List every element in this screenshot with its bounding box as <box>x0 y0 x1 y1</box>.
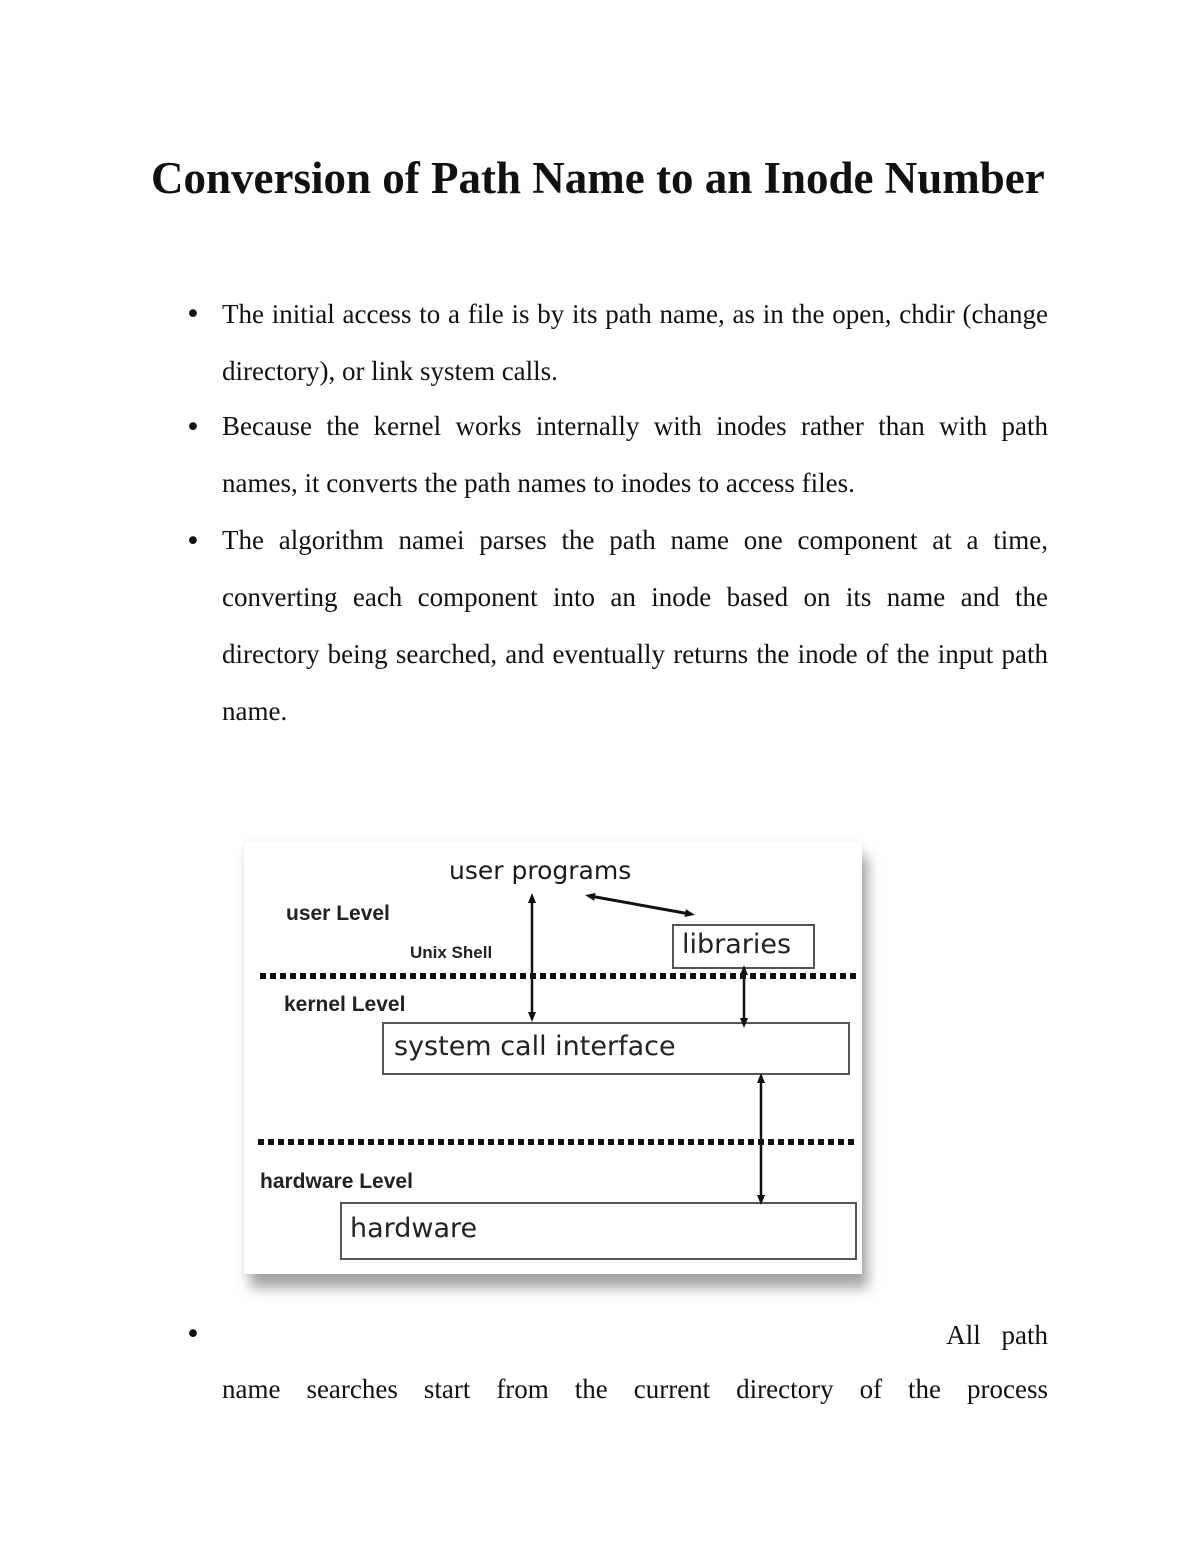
kernel-level-label: kernel Level <box>284 993 406 1016</box>
bullet-marker: • <box>185 299 201 330</box>
bullet-paragraph-namei: The algorithm namei parses the path name one component at a time, converting each component into an inode based on its name and the directory being searched, and eventually returns the inode of the input path name. <box>222 525 1048 726</box>
bullet-paragraph-path-search-line1: All path <box>946 1320 1048 1350</box>
programs-libraries-arrow <box>590 896 690 914</box>
bullet-marker: • <box>185 1319 201 1350</box>
bullet-paragraph-kernel-inodes: Because the kernel works internally with inodes rather than with path names, it converts the path names to inodes to access files. <box>222 411 1048 498</box>
bullet-marker: • <box>185 412 201 443</box>
unix-architecture-diagram <box>244 842 862 1274</box>
bullet-marker: • <box>185 526 201 557</box>
bullet-paragraph-path-search-line2: name searches start from the current directory of the process <box>222 1374 1048 1404</box>
hardware-label: hardware <box>350 1213 478 1244</box>
hardware-level-label: hardware Level <box>260 1170 413 1193</box>
user-programs-label: user programs <box>449 856 632 885</box>
page-title: Conversion of Path Name to an Inode Number <box>151 153 1045 203</box>
system-call-interface-label: system call interface <box>394 1031 676 1062</box>
bullet-paragraph-initial-access: The initial access to a file is by its path name, as in the open, chdir (change directory), or link system calls. <box>222 299 1048 386</box>
user-level-label: user Level <box>286 902 390 925</box>
libraries-label: libraries <box>682 929 792 960</box>
unix-shell-label: Unix Shell <box>410 943 493 962</box>
